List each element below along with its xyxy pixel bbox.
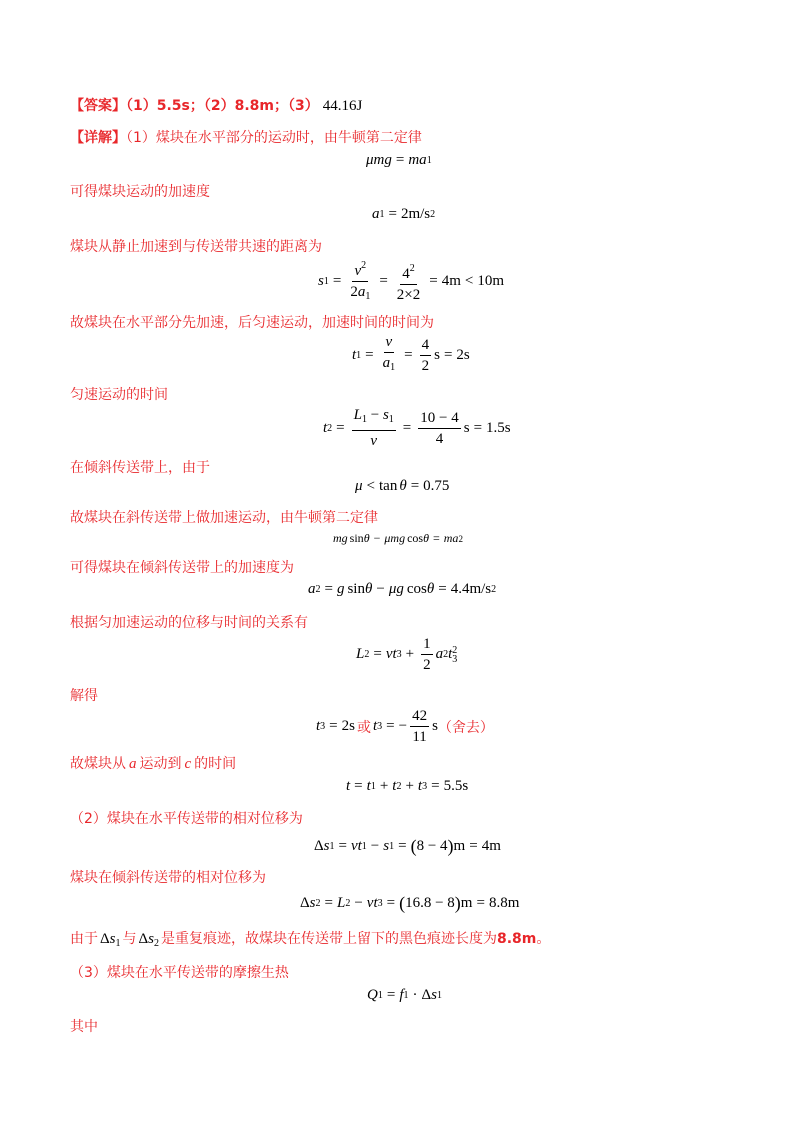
answer-line <box>70 95 362 115</box>
detail-line-12: （2）煤块在水平传送带的相对位移为 <box>70 811 303 827</box>
detail-text-1: （1）煤块在水平部分的运动时，由牛顿第二定律 <box>126 130 422 146</box>
equation-displacement: L 2 = vt 3 + $\frac{1}{2}$ a 2 t 2 3 <box>356 636 458 673</box>
detail-line-9: 根据匀加速运动的位移与时间的关系有 <box>70 615 308 631</box>
detail-line-8: 可得煤块在倾斜传送带上的加速度为 <box>70 560 294 576</box>
detail-line-10: 解得 <box>70 688 98 704</box>
detail-line-6: 在倾斜传送带上，由于 <box>70 460 210 476</box>
detail-line-11: 故煤块从 a 运动到 c 的时间 <box>70 756 237 772</box>
answer-part3: （3） <box>288 98 319 114</box>
detail-line-4: 故煤块在水平部分先加速，后匀速运动，加速时间的时间为 <box>70 315 434 331</box>
equation-friction-condition: μ < tan θ = 0.75 <box>355 478 450 494</box>
detail-line-16: 其中 <box>70 1019 98 1035</box>
equation-solution-t3: t 3 = 2s 或 t 3 = − $\frac{42}{11}$ s （舍去） <box>316 708 494 745</box>
answer-part1: （1）5.5s； <box>126 98 204 114</box>
answer-part2: （2）8.8m； <box>203 98 289 114</box>
equation-time-1: t 1 = $\frac{v}{a_1}$ = $\frac{4}{2}$ s = 2s <box>352 334 470 374</box>
detail-line-2: 可得煤块运动的加速度 <box>70 184 210 200</box>
detail-line-15: （3）煤块在水平传送带的摩擦生热 <box>70 965 289 981</box>
equation-newton-2: mg sin θ − μmg cos θ = ma 2 <box>333 531 463 545</box>
detail-line-13: 煤块在倾斜传送带的相对位移为 <box>70 870 266 886</box>
equation-relative-displacement-2: Δ s 2 = L 2 − vt 3 = ( 16.8 − 8 ) m = 8.8m <box>300 893 520 913</box>
answer-part3-value: 44.16J <box>322 98 363 114</box>
equation-heat: Q 1 = f 1 · Δ s 1 <box>367 987 442 1003</box>
equation-time-2: t 2 = $\frac{L_1 - s_1}{v}$ = $\frac{10 - 4}{4}$ s = 1.5s <box>323 407 511 449</box>
detail-line-1 <box>70 127 422 147</box>
discard-note: （舍去） <box>437 719 494 736</box>
equation-total-time: t = t 1 + t 2 + t 3 = 5.5s <box>346 778 469 794</box>
detail-line-14: 由于 $\Delta s_1$ 与 $\Delta s_2$ 是重复痕迹，故煤块在传送带上留下的黑色痕迹长度为8.8m。 <box>70 931 551 949</box>
answer-tag: 【答案】 <box>70 98 126 114</box>
or-word: 或 <box>356 719 371 736</box>
detail-line-5: 匀速运动的时间 <box>70 387 168 403</box>
detail-line-3: 煤块从静止加速到与传送带共速的距离为 <box>70 239 322 255</box>
equation-distance-1: s 1 = $\frac{v^2}{2a_1}$ = $\frac{4^2}{2\times 2}$ = 4m < 10m <box>318 260 505 303</box>
equation-relative-displacement-1: Δ s 1 = vt 1 − s 1 = ( 8 − 4 ) m = 4m <box>314 836 501 856</box>
equation-acceleration-1: a 1 = 2m/s 2 <box>372 206 436 222</box>
detail-line-7: 故煤块在斜传送带上做加速运动，由牛顿第二定律 <box>70 510 378 526</box>
equation-acceleration-2: a 2 = g sin θ − μg cos θ = 4.4m/s 2 <box>308 581 497 597</box>
detail-tag: 【详解】 <box>70 130 126 146</box>
equation-newton-1: μmg = ma 1 <box>366 152 432 168</box>
